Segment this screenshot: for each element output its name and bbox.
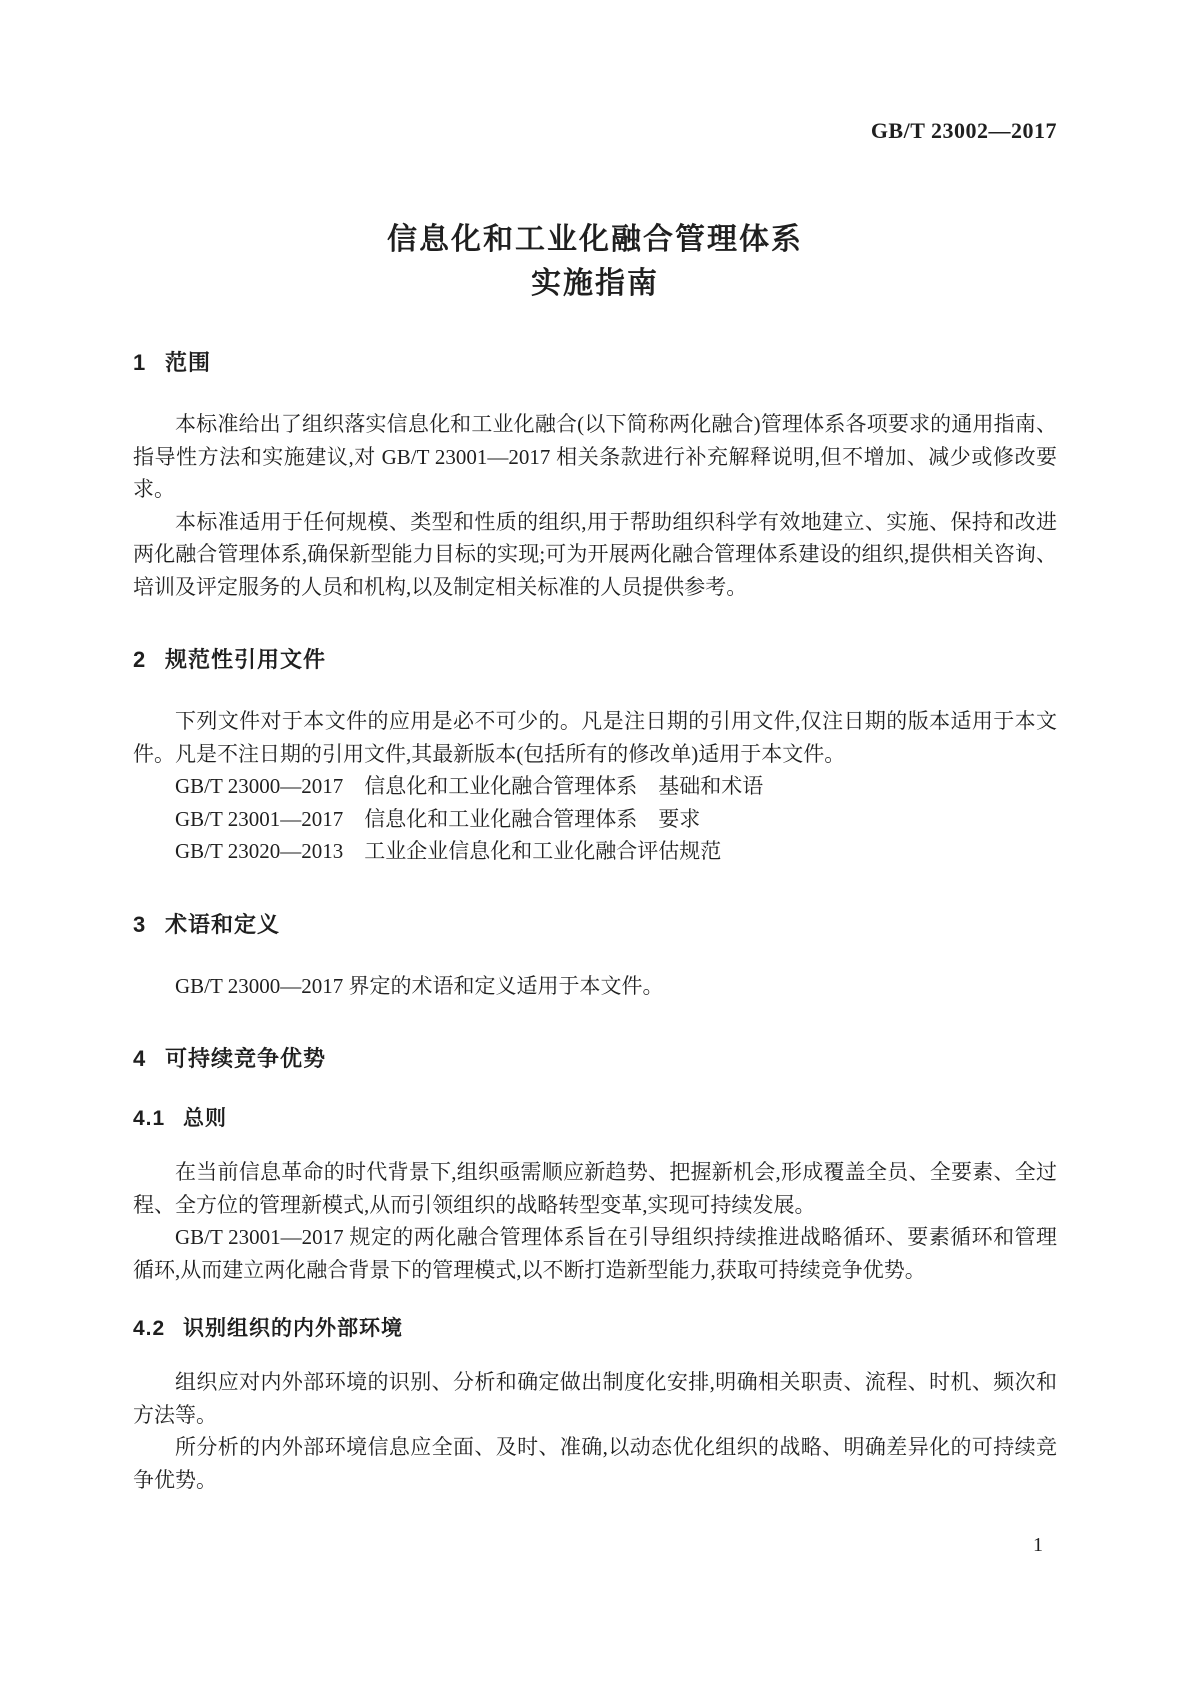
title-line-1: 信息化和工业化融合管理体系 [387,223,803,256]
subsection-4-2-heading [133,1314,1057,1344]
section-title: 范围 [164,350,211,375]
page-number: 1 [1033,1534,1043,1556]
section-2-heading [133,645,1057,675]
paragraph: GB/T 23001—2017 规定的两化融合管理体系旨在引导组织持续推进战略循环、要素循环和管理循环,从而建立两化融合背景下的管理模式,以不断打造新型能力,获取可持续竞争优势。 [133,1225,1057,1282]
paragraph: 本标准给出了组织落实信息化和工业化融合(以下简称两化融合)管理体系各项要求的通用指南、指导性方法和实施建议,对 GB/T 23001—2017 相关条款进行补充解释说明,但不增加、减少或修改要求。 [133,412,1057,501]
paragraph: 组织应对内外部环境的识别、分析和确定做出制度化安排,明确相关职责、流程、时机、频次和方法等。 [133,1370,1057,1427]
section-title: 规范性引用文件 [164,647,326,672]
paragraph: 本标准适用于任何规模、类型和性质的组织,用于帮助组织科学有效地建立、实施、保持和改进两化融合管理体系,确保新型能力目标的实现;可为开展两化融合管理体系建设的组织,提供相关咨询、培训及评定服务的人员和机构,以及制定相关标准的人员提供参考。 [133,509,1057,599]
section-3-heading [133,910,1057,940]
subsection-4-2-internal-external-environment [133,1314,1057,1496]
paragraph: 所分析的内外部环境信息应全面、及时、准确,以动态优化组织的战略、明确差异化的可持续竞争优势。 [133,1435,1057,1492]
standard-number: GB/T 23002—2017 [870,118,1057,143]
subsection-4-1-general [133,1104,1057,1286]
section-2-normative-references [133,645,1057,868]
section-title: 识别组织的内外部环境 [183,1317,404,1340]
section-number: 4 [133,1046,147,1071]
reference-item: GB/T 23020—2013 工业企业信息化和工业化融合评估规范 [175,839,722,863]
section-title: 总则 [183,1107,228,1130]
title-line-2: 实施指南 [531,267,659,300]
document-title [133,218,1057,306]
paragraph: 在当前信息革命的时代背景下,组织亟需顺应新趋势、把握新机会,形成覆盖全员、全要素、全过程、全方位的管理新模式,从而引领组织的战略转型变革,实现可持续发展。 [133,1160,1057,1217]
section-title: 可持续竞争优势 [164,1046,326,1071]
section-number: 4.2 [133,1317,166,1340]
reference-item: GB/T 23001—2017 信息化和工业化融合管理体系 要求 [175,806,701,831]
subsection-4-1-heading [133,1104,1057,1134]
section-number: 1 [133,350,147,375]
page-content [133,0,1057,1496]
section-4-heading [133,1044,1057,1074]
section-1-scope [133,348,1057,603]
paragraph: GB/T 23000—2017 界定的术语和定义适用于本文件。 [175,973,664,998]
section-title: 术语和定义 [164,911,280,937]
section-number: 3 [133,911,147,937]
section-4-sustainable-competitive-advantage [133,1044,1057,1496]
section-number: 4.1 [133,1107,166,1130]
section-number: 2 [133,647,147,672]
reference-item: GB/T 23000—2017 信息化和工业化融合管理体系 基础和术语 [175,774,764,798]
paragraph: 下列文件对于本文件的应用是必不可少的。凡是注日期的引用文件,仅注日期的版本适用于本文件。凡是不注日期的引用文件,其最新版本(包括所有的修改单)适用于本文件。 [133,709,1057,766]
section-3-terms-definitions [133,910,1057,1003]
section-1-heading [133,348,1057,378]
